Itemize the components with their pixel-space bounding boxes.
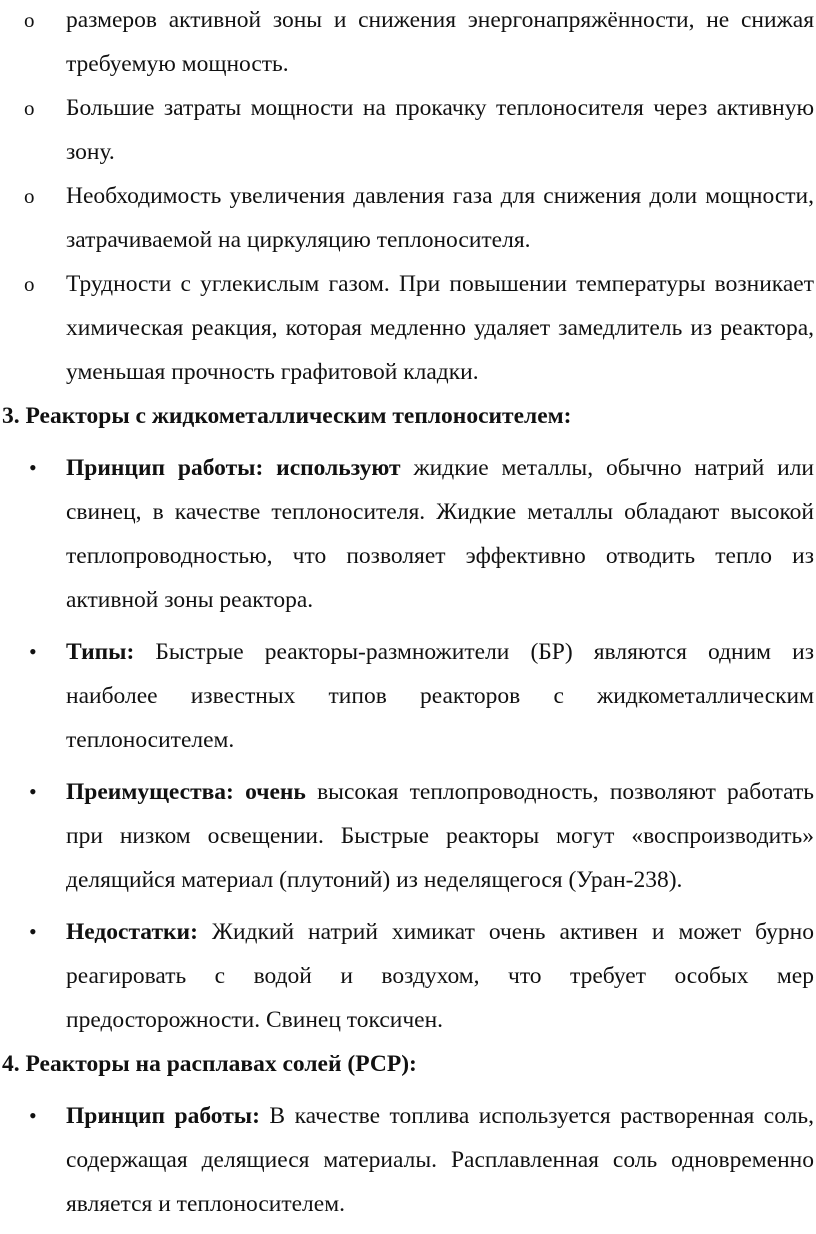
list-item-text: В качестве топлива используется растворенная соль, содержащая делящиеся материалы. Расплавленная соль одновременно является и теплоносителем.: [66, 1103, 814, 1217]
list-item: [0, 174, 816, 262]
item-label: Принцип работы: используют: [66, 455, 401, 481]
circle-bullet-icon: o: [24, 8, 35, 32]
list-item-text: Трудности с углекислым газом. При повышении температуры возникает химическая реакция, которая медленно удаляет замедлитель из реактора, уменьшая прочность графитовой кладки.: [66, 271, 814, 385]
list-item-text: жидкие металлы, обычно натрий или свинец, в качестве теплоносителя. Жидкие металлы обладают высокой теплопроводностью, что позволяет эффективно отводить тепло из активной зоны реактора.: [66, 455, 815, 613]
bullet-icon: •: [29, 919, 37, 944]
list-item: [0, 86, 816, 174]
bullet-icon: •: [29, 779, 37, 804]
list-item-text: Жидкий натрий химикат очень активен и может бурно реагировать с водой и воздухом, что требует особых мер предосторожности. Свинец токсичен.: [66, 919, 814, 1033]
circle-bullet-icon: o: [24, 272, 35, 296]
list-item: [0, 770, 816, 902]
list-item: [0, 0, 816, 86]
list-item-text: высокая теплопроводность, позволяют работать при низком освещении. Быстрые реакторы могут «воспроизводить» делящийся материал (плутоний) из неделящегося (Уран-238).: [66, 779, 814, 893]
list-item: [0, 262, 816, 394]
list-item: [0, 446, 816, 622]
list-item-text: Необходимость увеличения давления газа для снижения доли мощности, затрачиваемой на циркуляцию теплоносителя.: [66, 183, 814, 253]
circle-bullet-icon: o: [24, 184, 35, 208]
item-label: Принцип работы:: [66, 1103, 260, 1129]
bullet-icon: •: [29, 639, 37, 664]
list-item: [0, 910, 816, 1042]
list-item-text: Быстрые реакторы-размножители (БР) являются одним из наиболее известных типов реакторов с жидкометаллическим теплоносителем.: [66, 639, 814, 753]
circle-bullet-icon: o: [24, 96, 35, 120]
list-item-text: Большие затраты мощности на прокачку теплоносителя через активную зону.: [66, 95, 814, 165]
list-item-text: размеров активной зоны и снижения энергонапряжённости, не снижая требуемую мощность.: [66, 7, 814, 77]
item-label: Недостатки:: [66, 919, 198, 945]
section-heading: 4. Реакторы на расплавах солей (РСР):: [2, 1051, 417, 1077]
item-label: Преимущества: очень: [66, 779, 306, 805]
bullet-icon: •: [29, 455, 37, 480]
section-heading: 3. Реакторы с жидкометаллическим теплоносителем:: [2, 403, 572, 429]
list-item: [0, 630, 816, 762]
list-item: [0, 1094, 816, 1226]
bullet-icon: •: [29, 1103, 37, 1128]
item-label: Типы:: [66, 639, 135, 665]
